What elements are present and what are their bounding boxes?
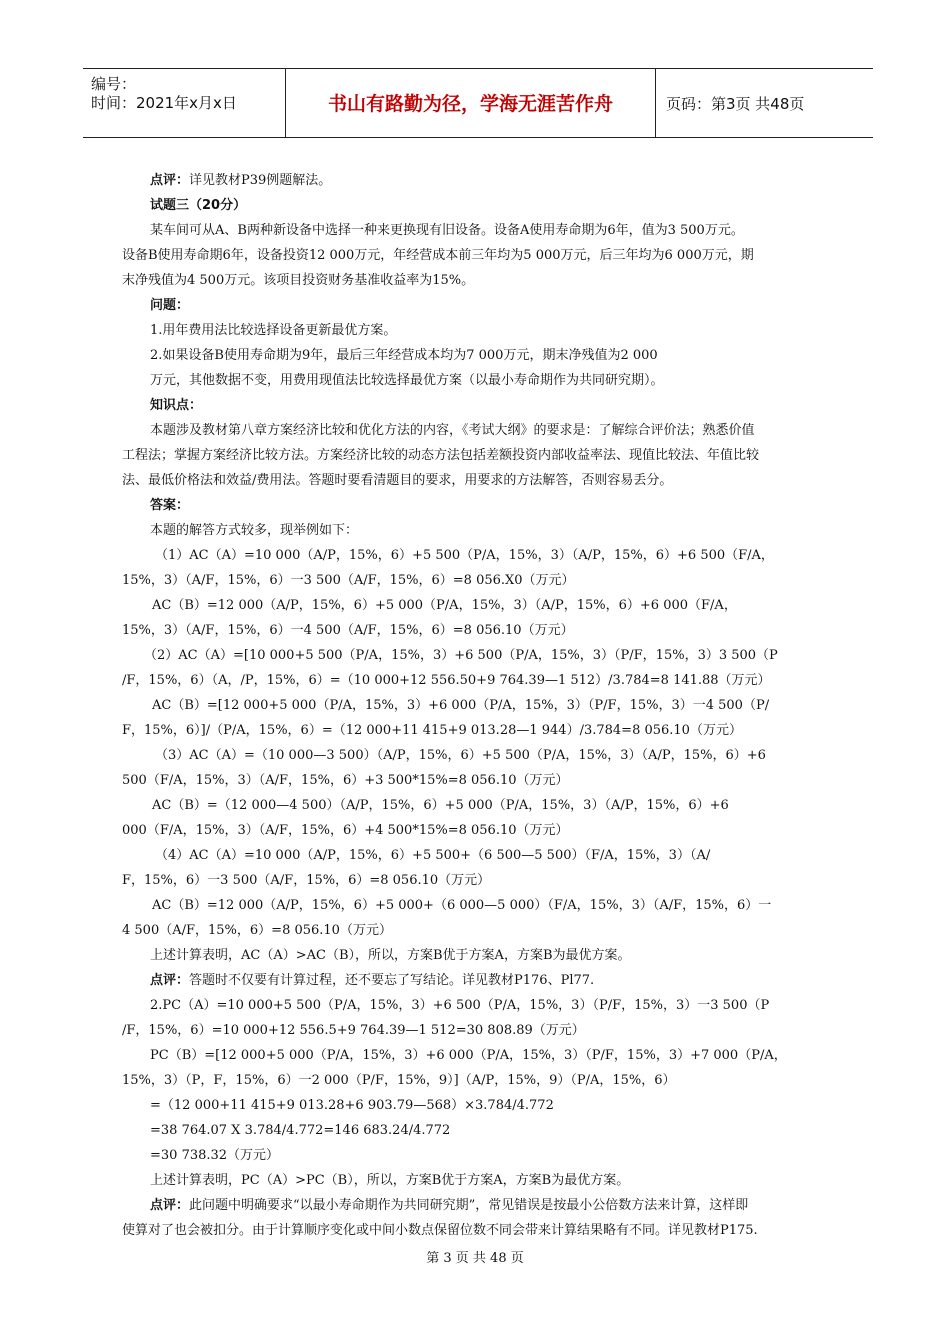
line-text: /F，15%，6）=10 000+12 556.5+9 764.39—1 512=30 808.89（万元） xyxy=(122,1023,585,1038)
line-text: 000（F/A，15%，3）（A/F，15%，6）+4 500*15%=8 056.10（万元） xyxy=(122,823,569,838)
text-line xyxy=(122,293,832,318)
text-line xyxy=(122,943,832,968)
line-text: 本题的解答方式较多，现举例如下： xyxy=(150,523,359,538)
line-text: 4 500（A/F，15%，6）=8 056.10（万元） xyxy=(122,923,392,938)
text-line xyxy=(122,1143,832,1168)
header-time-label: 时间：2021年x月x日 xyxy=(91,94,237,112)
text-line xyxy=(122,343,832,368)
document-body xyxy=(122,168,832,1243)
text-line xyxy=(122,193,832,218)
line-text: （2）AC（A）=[10 000+5 500（P/A，15%，3）+6 500（P/A，15%，3）（P/F，15%，3）3 500（P xyxy=(144,648,778,663)
text-line xyxy=(122,418,832,443)
line-text: 上述计算表明，AC（A）>AC（B），所以，方案B优于方案A，方案B为最优方案。 xyxy=(150,948,631,963)
text-line xyxy=(122,468,832,493)
text-line xyxy=(122,1118,832,1143)
line-text: PC（B）=[12 000+5 000（P/A，15%，3）+6 000（P/A，15%，3）（P/F，15%，3）+7 000（P/A， xyxy=(150,1048,787,1063)
page-header xyxy=(83,68,873,138)
header-motto-cell xyxy=(286,69,656,137)
bold-label: 问题： xyxy=(150,298,190,313)
line-text: AC（B）=（12 000—4 500）（A/P，15%，6）+5 000（P/A，15%，3）（A/P，15%，6）+6 xyxy=(152,798,729,813)
line-text: AC（B）=12 000（A/P，15%，6）+5 000+（6 000—5 000）（F/A，15%，3）（A/F，15%，6）一 xyxy=(152,898,772,913)
line-text: 详见教材P39例题解法。 xyxy=(189,173,332,188)
line-text: 1.用年费用法比较选择设备更新最优方案。 xyxy=(150,323,397,338)
text-line xyxy=(122,743,832,768)
text-line xyxy=(122,893,832,918)
text-line xyxy=(122,593,832,618)
text-line xyxy=(122,793,832,818)
text-line xyxy=(122,1068,832,1093)
line-text: 法、最低价格法和效益/费用法。答题时要看清题目的要求，用要求的方法解答，否则容易丢分。 xyxy=(122,473,673,488)
text-line xyxy=(122,843,832,868)
text-line xyxy=(122,268,832,293)
text-line xyxy=(122,243,832,268)
text-line xyxy=(122,868,832,893)
line-text: 500（F/A，15%，3）（A/F，15%，6）+3 500*15%=8 056.10（万元） xyxy=(122,773,569,788)
line-text: 某车间可从A、B两种新设备中选择一种来更换现有旧设备。设备A使用寿命期为6年，值为3 500万元。 xyxy=(150,223,744,238)
text-line xyxy=(122,1093,832,1118)
line-text: F，15%，6）一3 500（A/F，15%，6）=8 056.10（万元） xyxy=(122,873,491,888)
header-meta-cell xyxy=(83,69,286,137)
bold-label: 点评： xyxy=(150,1198,190,1213)
line-text: AC（B）=[12 000+5 000（P/A，15%，3）+6 000（P/A，15%，3）（P/F，15%，3）一4 500（P/ xyxy=(152,698,770,713)
text-line xyxy=(122,818,832,843)
line-text: 工程法；掌握方案经济比较方法。方案经济比较的动态方法包括差额投资内部收益率法、现值比较法、年值比较 xyxy=(122,448,760,463)
line-text: 万元，其他数据不变，用费用现值法比较选择最优方案（以最小寿命期作为共同研究期）。 xyxy=(150,373,664,388)
line-text: 此问题中明确要求“以最小寿命期作为共同研究期”，常见错误是按最小公倍数方法来计算，这样即 xyxy=(189,1198,749,1213)
text-line xyxy=(122,1218,832,1243)
bold-label: 知识点： xyxy=(150,398,203,413)
text-line xyxy=(122,668,832,693)
header-number-label: 编号： xyxy=(91,75,137,93)
bold-label: 点评： xyxy=(150,173,190,188)
text-line xyxy=(122,218,832,243)
text-line xyxy=(122,393,832,418)
line-text: 15%，3）（A/F，15%，6）一3 500（A/F，15%，6）=8 056.X0（万元） xyxy=(122,573,575,588)
header-motto: 书山有路勤为径，学海无涯苦作舟 xyxy=(327,93,613,115)
text-line xyxy=(122,543,832,568)
page-footer: 第 3 页 共 48 页 xyxy=(426,1251,524,1266)
text-line xyxy=(122,768,832,793)
text-line xyxy=(122,618,832,643)
line-text: =（12 000+11 415+9 013.28+6 903.79—568）×3.784/4.772 xyxy=(150,1098,554,1113)
line-text: /F，15%，6）（A，/P，15%，6）=（10 000+12 556.50+9 764.39—1 512）/3.784=8 141.88（万元） xyxy=(122,673,771,688)
text-line xyxy=(122,518,832,543)
line-text: 末净残值为4 500万元。该项目投资财务基准收益率为15%。 xyxy=(122,273,475,288)
line-text: F，15%，6）]/（P/A，15%，6）=（12 000+11 415+9 013.28—1 944）/3.784=8 056.10（万元） xyxy=(122,723,742,738)
text-line xyxy=(122,718,832,743)
text-line xyxy=(122,568,832,593)
line-text: AC（B）=12 000（A/P，15%，6）+5 000（P/A，15%，3）（A/P，15%，6）+6 000（F/A， xyxy=(152,598,737,613)
text-line xyxy=(122,368,832,393)
line-text: =30 738.32（万元） xyxy=(150,1148,280,1163)
text-line xyxy=(122,918,832,943)
text-line xyxy=(122,443,832,468)
text-line xyxy=(122,168,832,193)
text-line xyxy=(122,1018,832,1043)
line-text: 答题时不仅要有计算过程，还不要忘了写结论。详见教材P176、Pl77. xyxy=(189,973,595,988)
bold-label: 答案： xyxy=(150,498,190,513)
text-line xyxy=(122,493,832,518)
bold-label: 试题三（20分） xyxy=(150,198,247,213)
line-text: 2.如果设备B使用寿命期为9年，最后三年经营成本均为7 000万元，期末净残值为2 000 xyxy=(150,348,658,363)
line-text: 15%，3）（A/F，15%，6）一4 500（A/F，15%，6）=8 056.10（万元） xyxy=(122,623,574,638)
line-text: =38 764.07 X 3.784/4.772=146 683.24/4.772 xyxy=(150,1123,451,1138)
line-text: 使算对了也会被扣分。由于计算顺序变化或中间小数点保留位数不同会带来计算结果略有不同。详见教材P175. xyxy=(122,1223,758,1238)
header-page-number: 页码：第3页 共48页 xyxy=(666,95,805,113)
line-text: （3）AC（A）=（10 000—3 500）（A/P，15%，6）+5 500（P/A，15%，3）（A/P，15%，6）+6 xyxy=(155,748,766,763)
bold-label: 点评： xyxy=(150,973,190,988)
line-text: （1）AC（A）=10 000（A/P，15%，6）+5 500（P/A，15%，3）（A/P，15%，6）+6 500（F/A， xyxy=(155,548,774,563)
text-line xyxy=(122,968,832,993)
text-line xyxy=(122,318,832,343)
line-text: （4）AC（A）=10 000（A/P，15%，6）+5 500+（6 500—5 500）（F/A，15%，3）（A/ xyxy=(155,848,711,863)
text-line xyxy=(122,643,832,668)
text-line xyxy=(122,1193,832,1218)
header-page-cell xyxy=(656,69,873,137)
line-text: 15%，3）（P，F，15%，6）一2 000（P/F，15%，9）]（A/P，15%，9）（P/A，15%，6） xyxy=(122,1073,676,1088)
text-line xyxy=(122,693,832,718)
text-line xyxy=(122,993,832,1018)
line-text: 设备B使用寿命期6年，设备投资12 000万元，年经营成本前三年均为5 000万元，后三年均为6 000万元，期 xyxy=(122,248,754,263)
text-line xyxy=(122,1043,832,1068)
text-line xyxy=(122,1168,832,1193)
line-text: 上述计算表明，PC（A）>PC（B），所以，方案B优于方案A，方案B为最优方案。 xyxy=(150,1173,630,1188)
line-text: 本题涉及教材第八章方案经济比较和优化方法的内容，《考试大纲》的要求是：了解综合评价法；熟悉价值 xyxy=(150,423,755,438)
line-text: 2.PC（A）=10 000+5 500（P/A，15%，3）+6 500（P/A，15%，3）（P/F，15%，3）一3 500（P xyxy=(150,998,770,1013)
